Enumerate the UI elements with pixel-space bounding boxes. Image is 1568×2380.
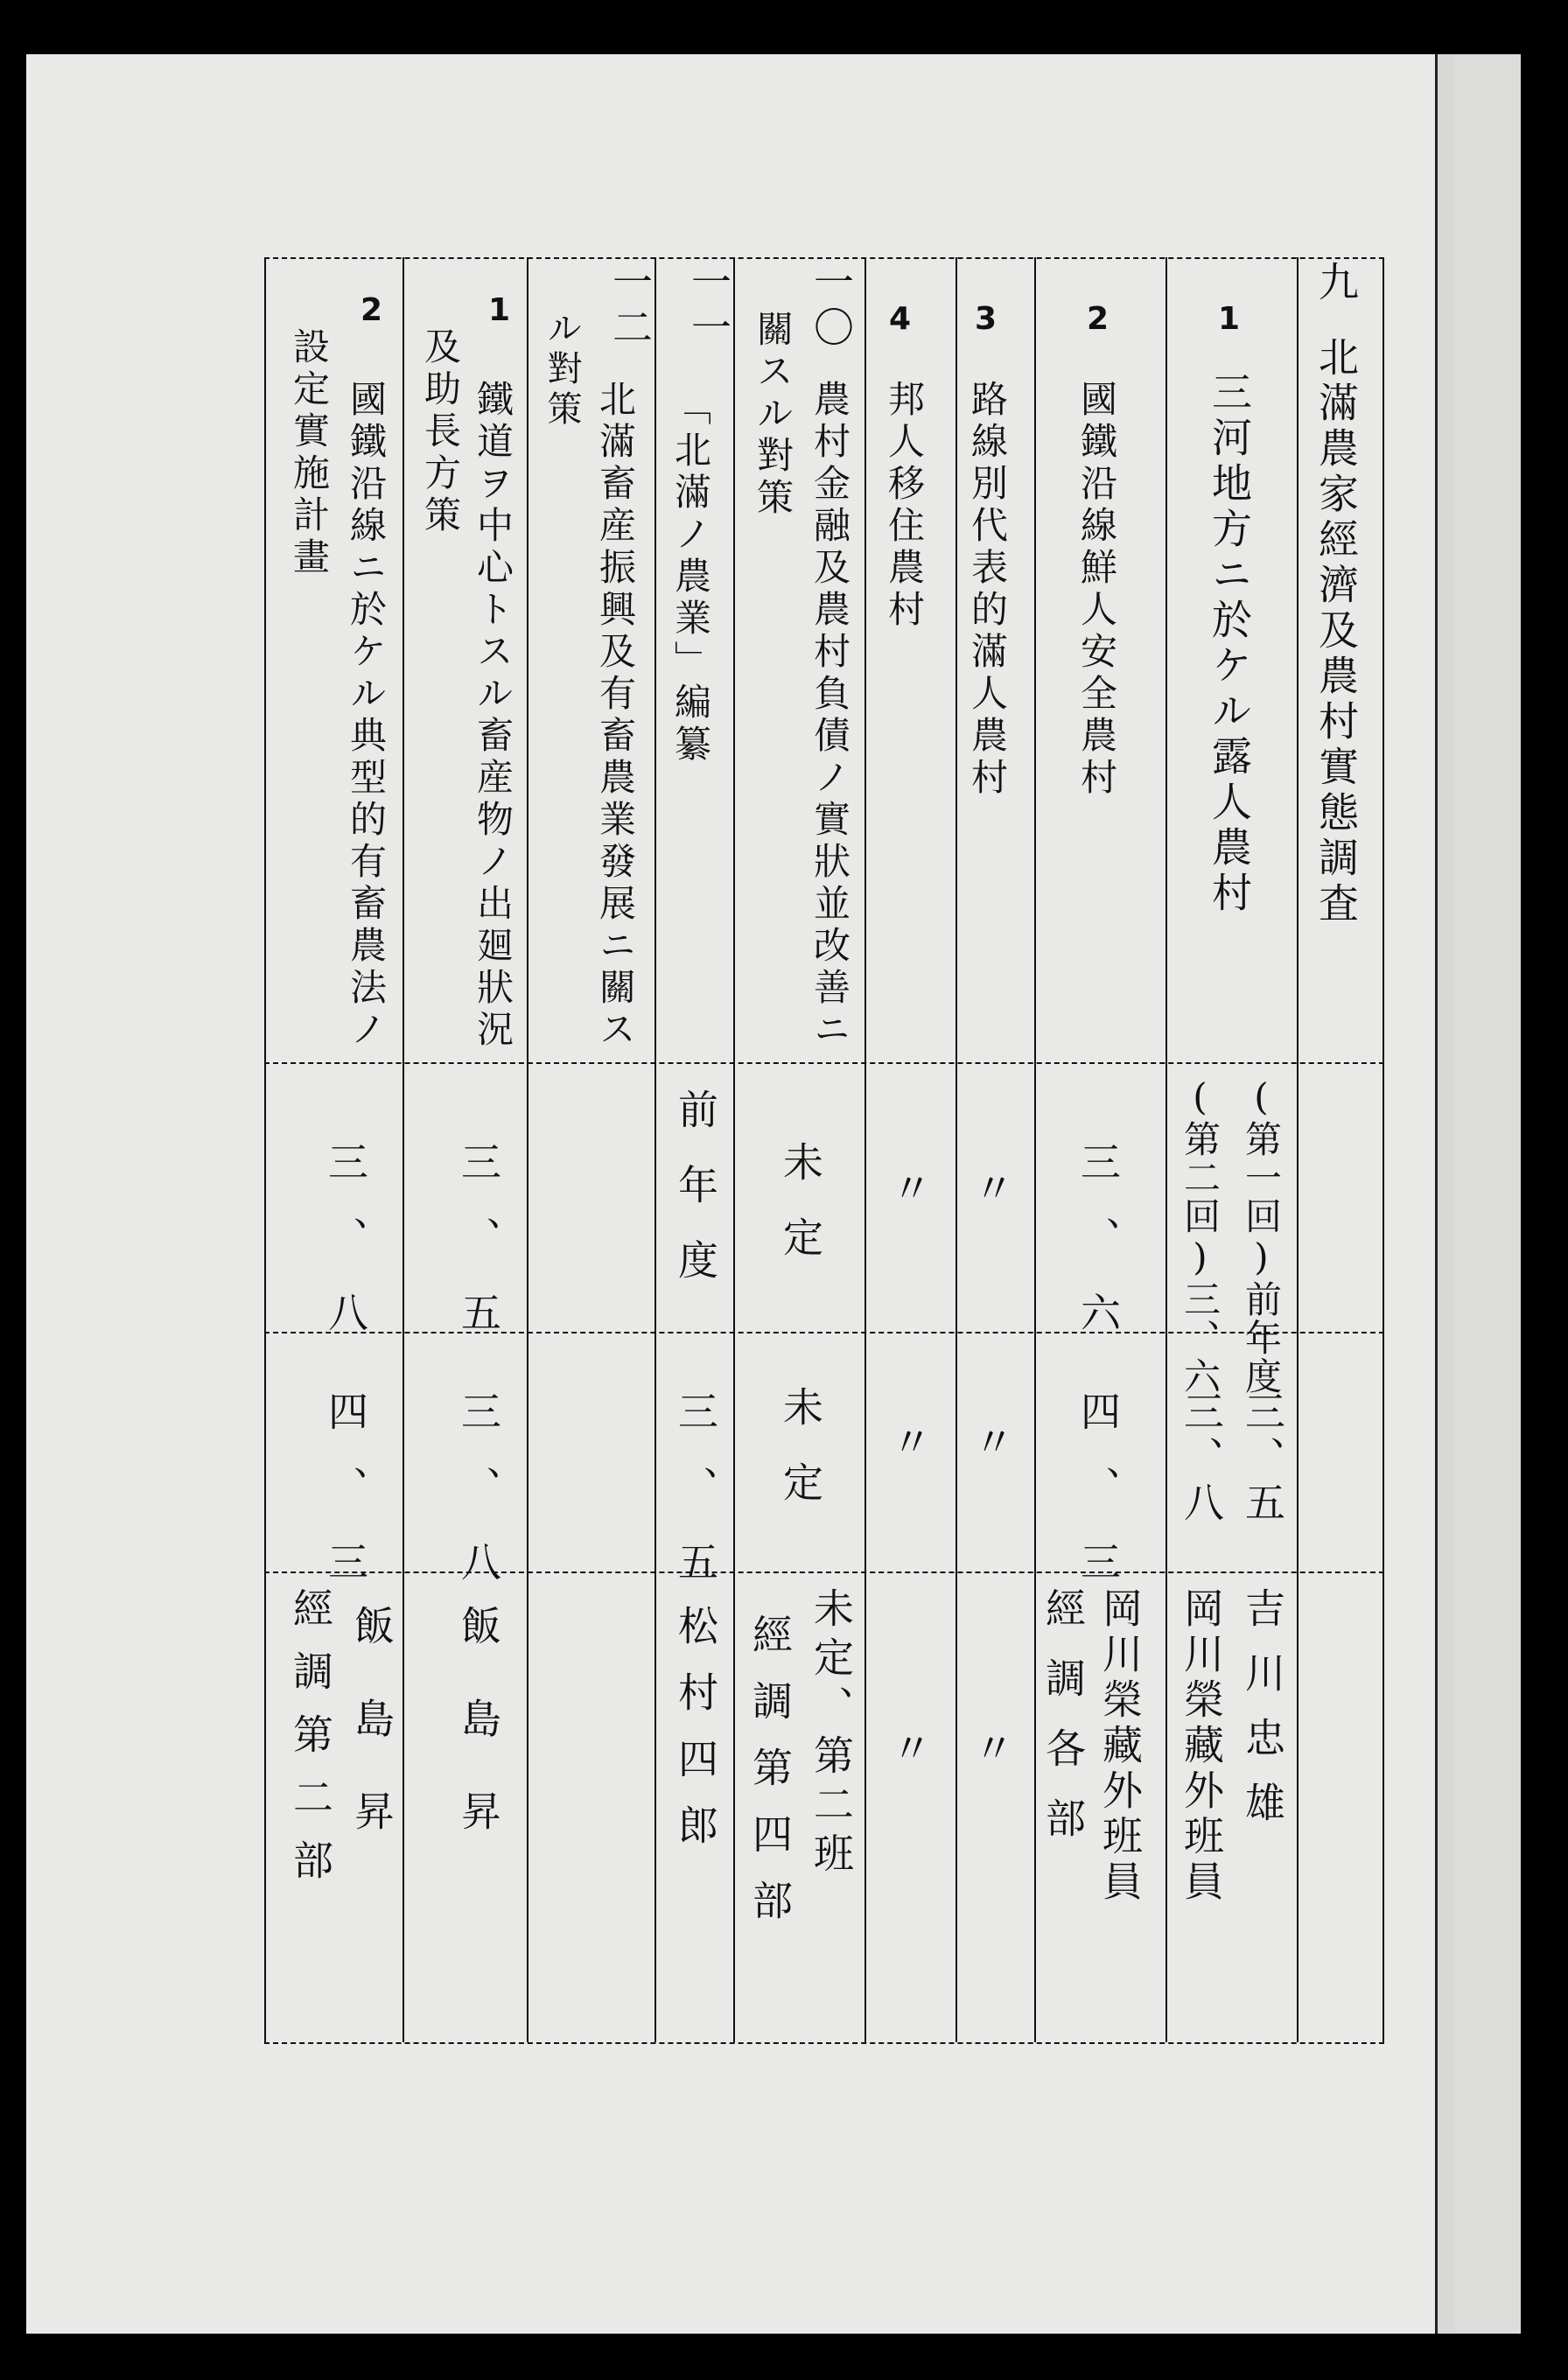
row-period: 三、八 (322, 1141, 369, 1367)
row-subject: 鐵道ヲ中心トスル畜産物ノ出廻狀況 (472, 380, 514, 1052)
row-number: 一一 (685, 261, 732, 352)
row-subject: 邦人移住農村 (883, 380, 926, 632)
row-completion: 三、八 (1178, 1390, 1225, 1527)
row-subject: 國鐵沿線鮮人安全農村 (1075, 380, 1118, 800)
table-left-border (264, 257, 266, 2042)
row-divider (402, 257, 404, 2042)
row-divider (654, 257, 656, 2042)
row-number: 一〇 (808, 261, 855, 352)
row-completion: 未定 (777, 1386, 824, 1536)
row-divider (1297, 257, 1298, 2042)
completion-column-rule (264, 1572, 1384, 1573)
row-number: 4 (889, 301, 912, 337)
ditto-mark: 〃 (968, 1421, 1015, 1466)
table-bottom-rule (264, 2042, 1384, 2044)
row-completion: 四、三 (322, 1390, 369, 1616)
table-right-border (1382, 257, 1384, 2042)
row-person: 松村四郎 (672, 1605, 719, 1871)
row-period: (第二回)三、六 (1179, 1075, 1222, 1396)
row-person: 吉川忠雄 (1239, 1587, 1286, 1846)
survey-table (264, 257, 1384, 2042)
subject-column-rule (264, 1062, 1384, 1064)
row-person: 飯島昇 (455, 1605, 502, 1883)
row-person: 未定、第二班 (808, 1587, 855, 1881)
ditto-mark: 〃 (886, 1167, 933, 1213)
row-divider (733, 257, 735, 2042)
row-subject: ル對策 (542, 310, 582, 430)
page-margin (1455, 54, 1521, 2334)
row-person: 岡川榮藏外班員 (1178, 1587, 1225, 1906)
page-edge (1435, 54, 1455, 2334)
ditto-mark: 〃 (886, 1421, 933, 1466)
row-department: 經調各部 (1040, 1587, 1087, 1867)
row-subject: 及助長方策 (419, 327, 462, 537)
ditto-mark: 〃 (968, 1727, 1015, 1773)
row-completion: 四、三 (1074, 1390, 1122, 1616)
row-divider (1034, 257, 1036, 2042)
row-period: 三、五 (455, 1141, 502, 1367)
row-divider (527, 257, 528, 2042)
row-subject: 路線別代表的滿人農村 (966, 380, 1009, 800)
row-subject: 北滿畜産振興及有畜農業發展ニ關ス (594, 380, 637, 1052)
row-subject: 三河地方ニ於ケル露人農村 (1206, 371, 1253, 917)
row-period: (第一回)前年度 (1240, 1075, 1283, 1396)
row-period: 未定 (777, 1141, 824, 1292)
table-top-rule (264, 257, 1384, 259)
row-number: 3 (975, 301, 998, 337)
section-title: 北滿農家經濟及農村實態調査 (1312, 336, 1360, 928)
row-divider (1166, 257, 1167, 2042)
row-period: 三、六 (1074, 1141, 1122, 1367)
row-department: 經調第四部 (746, 1614, 794, 1946)
row-divider (864, 257, 866, 2042)
row-subject: 關スル對策 (752, 310, 794, 520)
row-number: 一二 (606, 261, 654, 352)
section-number: 九 (1312, 261, 1360, 306)
row-number: 2 (1087, 301, 1110, 337)
row-subject: 農村金融及農村負債ノ實狀並改善ニ (808, 380, 851, 1052)
row-completion: 三、五 (1239, 1390, 1286, 1527)
row-period: 前年度 (672, 1088, 719, 1314)
ditto-mark: 〃 (968, 1167, 1015, 1213)
row-department: 經調第二部 (287, 1587, 334, 1902)
ditto-mark: 〃 (886, 1727, 933, 1773)
row-subject: 設定實施計畫 (288, 327, 331, 579)
row-subject: 國鐵沿線ニ於ケル典型的有畜農法ノ (345, 380, 388, 1052)
row-person: 岡川榮藏外班員 (1096, 1587, 1144, 1906)
row-completion: 三、五 (672, 1390, 719, 1616)
row-person: 飯島昇 (348, 1605, 396, 1883)
row-subject: 「北滿ノ農業」編纂 (669, 388, 712, 766)
row-divider (956, 257, 957, 2042)
row-number: 1 (1218, 301, 1241, 337)
row-number: 1 (488, 292, 511, 328)
row-completion: 三、八 (455, 1390, 502, 1616)
row-number: 2 (360, 292, 383, 328)
